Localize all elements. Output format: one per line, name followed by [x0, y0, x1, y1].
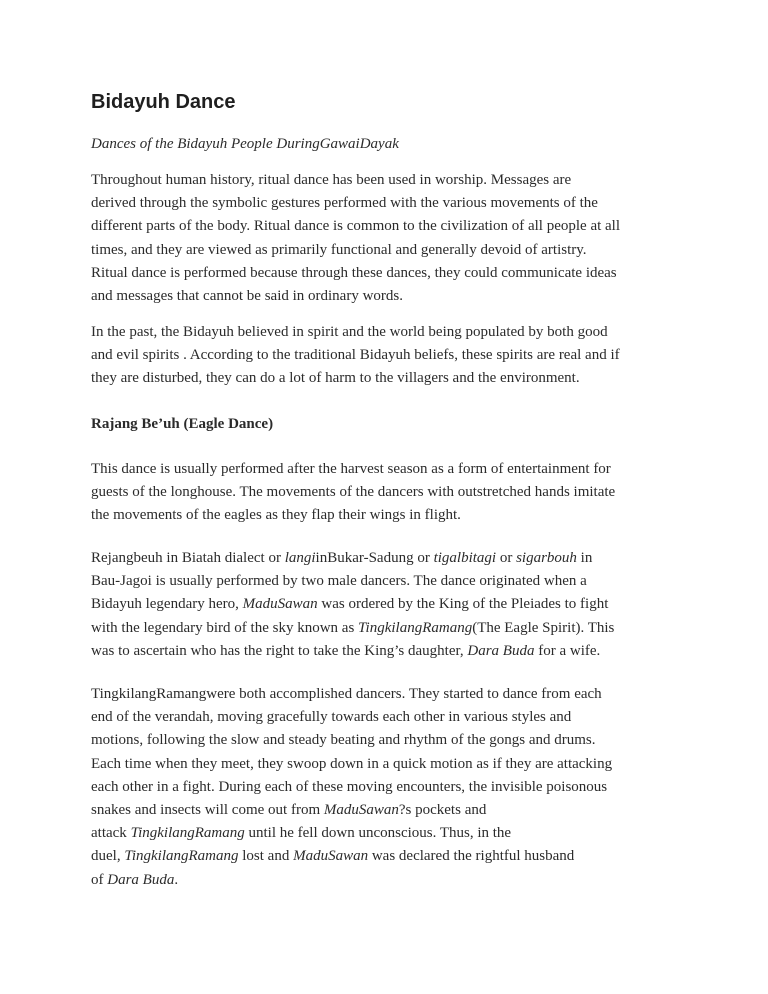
text-fragment: lost and: [238, 848, 294, 865]
character-name: Dara Buda: [467, 642, 535, 659]
dialect-name: langi: [284, 550, 316, 566]
subtitle: Dances of the Bidayuh People DuringGawaiDayak: [91, 136, 399, 152]
text-fragment: Rejangbeuh in Biatah dialect or: [91, 550, 285, 566]
page-title: Bidayuh Dance: [91, 91, 236, 113]
character-name: TingkilangRamang: [124, 848, 239, 865]
character-name: Dara Buda: [107, 871, 175, 888]
text-line: and evil spirits . According to the traditional Bidayuh beliefs, these spirits are real and if: [91, 347, 620, 364]
text-line: Ritual dance is performed because through these dances, they could communicate ideas: [91, 264, 617, 281]
character-name: TingkilangRamang: [130, 825, 245, 842]
dialect-name: tigalbitagi: [433, 550, 497, 566]
text-line: and messages that cannot be said in ordinary words.: [91, 288, 404, 305]
text-line: [91, 799, 681, 822]
text-line: motions, following the slow and steady beating and rhythm of the gongs and drums.: [91, 732, 596, 749]
character-name: TingkilangRamang: [358, 619, 473, 636]
text-line: derived through the symbolic gestures performed with the various movements of the: [91, 195, 598, 212]
text-line: Throughout human history, ritual dance has been used in worship. Messages are: [91, 172, 572, 188]
text-line: times, and they are viewed as primarily functional and generally devoid of artistry.: [91, 241, 587, 258]
text-line: [91, 593, 681, 616]
paragraph-eagle-intro: [91, 458, 681, 528]
text-line: Each time when they meet, they swoop down in a quick motion as if they are attacking: [91, 755, 613, 772]
text-line: they are disturbed, they can do a lot of harm to the villagers and the environment.: [91, 370, 580, 387]
text-fragment: with the legendary bird of the sky known as: [91, 619, 359, 636]
text-fragment: of: [91, 871, 108, 888]
section-heading-eagle-dance: Rajang Be’uh (Eagle Dance): [91, 416, 274, 432]
text-fragment: inBukar-Sadung or: [315, 550, 434, 566]
paragraph-ritual-dance: [91, 169, 681, 308]
text-line: different parts of the body. Ritual dance is common to the civilization of all people at all: [91, 218, 621, 235]
text-line: [91, 640, 681, 663]
dialect-name: sigarbouh: [516, 550, 577, 566]
text-fragment: Bidayuh legendary hero,: [91, 596, 243, 613]
text-line: each other in a fight. During each of these moving encounters, the invisible poisonous: [91, 778, 608, 795]
text-fragment: (The Eagle Spirit). This: [472, 619, 615, 636]
character-name: MaduSawan: [242, 596, 318, 613]
text-line: This dance is usually performed after the harvest season as a form of entertainment for: [91, 461, 611, 477]
text-line: Bau-Jagoi is usually performed by two male dancers. The dance originated when a: [91, 573, 587, 590]
paragraph-spirits: [91, 321, 681, 391]
text-line: [91, 822, 681, 845]
text-fragment: was to ascertain who has the right to take the King’s daughter,: [91, 642, 468, 659]
character-name: MaduSawan: [293, 848, 369, 865]
text-line: [91, 869, 681, 892]
text-line: [91, 617, 681, 640]
character-name: MaduSawan: [323, 802, 399, 819]
text-fragment: until he fell down unconscious. Thus, in the: [244, 825, 512, 842]
text-fragment: duel,: [91, 848, 125, 865]
text-fragment: in: [576, 550, 593, 566]
text-fragment: was ordered by the King of the Pleiades to fight: [317, 596, 609, 613]
text-fragment: or: [496, 550, 517, 566]
text-line: the movements of the eagles as they flap their wings in flight.: [91, 507, 461, 524]
text-fragment: ?s pockets and: [398, 802, 487, 819]
text-line: In the past, the Bidayuh believed in spirit and the world being populated by both good: [91, 324, 608, 340]
paragraph-dance-story: [91, 683, 681, 892]
text-fragment: was declared the rightful husband: [368, 848, 575, 865]
text-fragment: .: [174, 871, 179, 888]
text-line: guests of the longhouse. The movements of the dancers with outstretched hands imitate: [91, 484, 616, 501]
text-line: [91, 547, 681, 570]
text-fragment: attack: [91, 825, 131, 842]
text-line: end of the verandah, moving gracefully towards each other in various styles and: [91, 709, 572, 726]
text-fragment: snakes and insects will come out from: [91, 802, 324, 819]
text-line: [91, 845, 681, 868]
text-line: TingkilangRamangwere both accomplished dancers. They started to dance from each: [91, 686, 602, 702]
paragraph-dance-origin: [91, 547, 681, 663]
text-fragment: for a wife.: [534, 642, 601, 659]
